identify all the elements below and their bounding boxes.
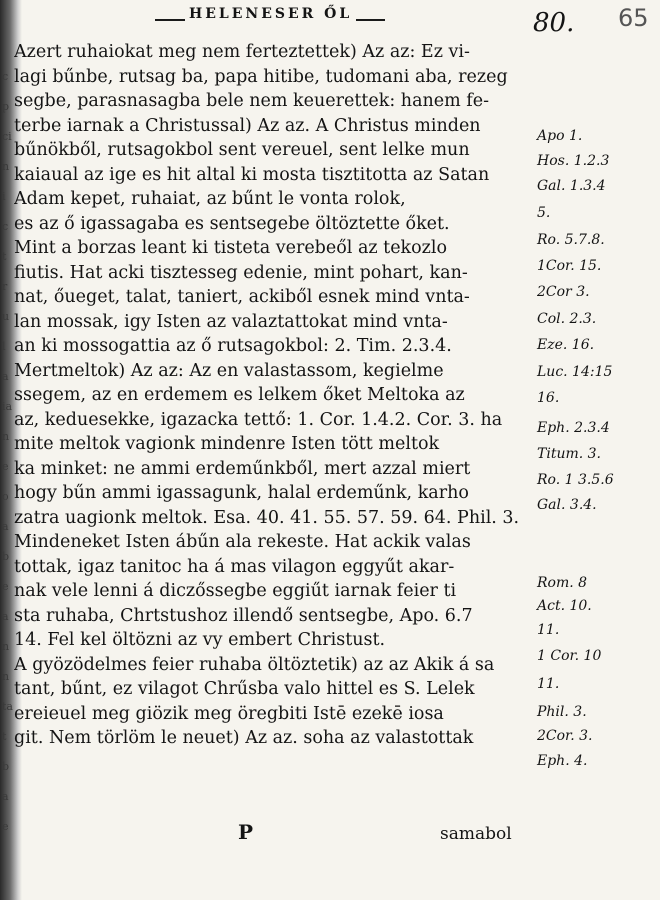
margin-reference: Hos. 1.2.3 [537,153,610,169]
text-line: segbe, parasnasagba bele nem keuerettek: hanem fe- [14,91,490,111]
gutter-fragment: u [2,310,10,323]
page-number: 80. [533,8,575,38]
gutter-fragment: ia [2,400,13,413]
margin-reference: 16. [537,390,560,406]
text-line: ereieuel meg giözik meg öregbiti Istē ezekē iosa [14,703,444,724]
running-header [155,6,385,28]
gutter-fragment: e [2,580,9,593]
gutter-fragment: ci [2,130,12,143]
text-line: terbe iarnak a Christussal) Az az. A Christus minden [14,115,481,136]
margin-reference: Col. 2.3. [537,311,597,327]
margin-reference: Gal. 1.3.4 [537,178,606,194]
text-line: zatra uagionk meltok. Esa. 40. 41. 55. 57. 59. 64. Phil. 3. [14,507,520,528]
margin-reference: Eph. 2.3.4 [537,420,610,436]
gutter-fragment: n [2,160,10,173]
gutter-fragment: a [2,610,9,623]
gutter-fragment: e [2,820,9,833]
text-line: Mint a borzas leant ki tisteta verebeől az tekozlo [14,238,448,258]
margin-reference: Phil. 3. [537,704,587,720]
text-line: lagi bűnbe, rutsag ba, papa hitibe, tudomani aba, rezeg [14,66,508,87]
margin-reference: 5. [537,205,551,221]
body-text [14,40,534,751]
text-line: hogy bűn ammi igassagunk, halal erdeműnk, karho [14,483,469,503]
gutter-fragment: a [2,520,9,533]
gutter-fragment: c [2,70,9,83]
running-title: HELENESER ŐL [185,6,356,22]
text-line: nat, őueget, talat, taniert, ackiből esnek mind vnta- [14,287,470,307]
margin-reference: Gal. 3.4. [537,497,597,513]
gutter-fragment: i [2,190,6,203]
signature-mark: P [238,820,254,844]
text-line: tant, bűnt, ez vilagot Chrűsba valo hittel es S. Lelek [14,679,475,699]
gutter-fragment: t [2,730,7,743]
gutter-fragment: a [2,790,9,803]
text-line: ssegem, az en erdemem es lelkem őket Meltoka az [14,385,465,405]
text-line: kaiaual az ige es hit altal ki mosta tisztitotta az Satan [14,164,490,185]
text-line: lan mossak, igy Isten az valaztattokat mind vnta- [14,311,448,332]
gutter-fragment: o [2,490,9,503]
text-line: git. Nem törlöm le neuet) Az az. soha az valastottak [14,728,474,748]
text-line: nak vele lenni á diczőssegbe eggiűt iarnak feier ti [14,581,457,601]
gutter-fragment: a [2,370,9,383]
text-line: bűnökből, rutsagokbol sent vereuel, sent lelke mun [14,140,470,160]
text-line: Mertmeltok) Az az: Az en valastassom, kegielme [14,360,444,381]
margin-reference: 1Cor. 15. [537,258,602,274]
margin-reference: Act. 10. [537,598,592,614]
text-line: mite meltok vagionk mindenre Isten tött meltok [14,434,440,454]
gutter-fragment: p [2,100,10,113]
pencil-page-number: 65 [618,4,649,32]
text-line: ka minket: ne ammi erdeműnkből, mert azzal miert [14,458,471,479]
gutter-fragment: n [2,670,10,683]
margin-reference: 11. [537,622,560,638]
margin-reference: Rom. 8 [537,575,588,591]
text-line: tottak, igaz tanitoc ha á mas vilagon eggyűt akar- [14,556,455,577]
catchword: samabol [440,824,512,844]
gutter-fragment: b [2,550,10,563]
text-line: Mindeneket Isten ábűn ala rekeste. Hat ackik valas [14,532,471,552]
gutter-fragment: l [2,340,6,353]
gutter-fragment: ta [2,700,13,713]
gutter-fragment: e [2,460,9,473]
gutter-fragment: n [2,640,10,653]
text-line: az, keduesekke, igazacka tettő: 1. Cor. 1.4.2. Cor. 3. ha [14,409,503,430]
margin-reference: 2Cor 3. [537,284,590,300]
margin-reference: 11. [537,676,560,692]
margin-reference: 1 Cor. 10 [537,648,602,664]
gutter-fragment: r [2,280,8,293]
margin-reference: Eph. 4. [537,753,588,769]
margin-reference: Apo 1. [537,128,583,144]
gutter-fragment: b [2,760,10,773]
text-line: an ki mossogattia az ő rutsagokbol: 2. Tim. 2.3.4. [14,336,452,356]
margin-reference: Eze. 16. [537,337,595,353]
margin-reference: Ro. 5.7.8. [537,232,605,248]
text-line: Azert ruhaiokat meg nem ferteztettek) Az az: Ez vi- [14,42,470,62]
text-line: 14. Fel kel öltözni az vy embert Christust. [14,630,386,650]
text-line: es az ő igassagaba es sentsegebe öltöztette őket. [14,213,450,234]
margin-reference: Titum. 3. [537,446,601,462]
gutter-fragment: c [2,220,9,233]
text-line: sta ruhaba, Chrtstushoz illendő sentsegbe, Apo. 6.7 [14,605,473,626]
gutter-fragment: t [2,250,7,263]
gutter-fragment: n [2,430,10,443]
margin-reference: Luc. 14:15 [537,364,613,380]
margin-reference: Ro. 1 3.5.6 [537,472,614,488]
text-line: Adam kepet, ruhaiat, az bűnt le vonta rolok, [14,189,406,209]
text-line: A gyözödelmes feier ruhaba öltöztetik) az az Akik á sa [14,654,495,675]
margin-reference: 2Cor. 3. [537,728,593,744]
text-line: fiutis. Hat acki tisztesseg edenie, mint pohart, kan- [14,262,468,283]
